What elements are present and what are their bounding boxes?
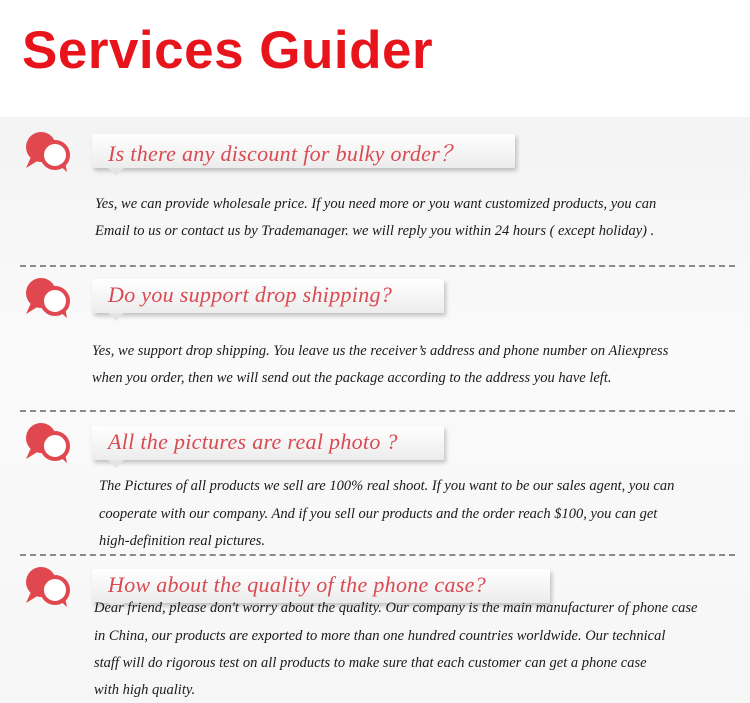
- answer-line: Yes, we support drop shipping. You leave us the receiver’s address and phone number on Aliexpress: [92, 343, 669, 359]
- section-divider: [20, 554, 735, 556]
- answer-line: with high quality.: [94, 682, 196, 698]
- question-text: How about the quality of the phone case?: [108, 572, 486, 597]
- answer-line: The Pictures of all products we sell are 100% real shoot. If you want to be our sales agent, you can: [99, 478, 675, 494]
- answer-line: in China, our products are exported to more than one hundred countries worldwide. Our technical: [94, 628, 666, 644]
- question-banner: [92, 569, 550, 603]
- faq-panel: [0, 117, 750, 703]
- speech-bubbles-icon: [22, 128, 74, 176]
- answer-line: Yes, we can provide wholesale price. If you need more or you want customized products, you can: [95, 196, 657, 212]
- question-text: All the pictures are real photo ?: [108, 429, 398, 454]
- section-divider: [20, 410, 735, 412]
- answer-line: Dear friend, please don't worry about the quality. Our company is the main manufacturer of phone case: [94, 600, 698, 616]
- banner-tail: [108, 313, 124, 321]
- banner-tail: [108, 168, 124, 176]
- answer-line: cooperate with our company. And if you sell our products and the order reach $100, you can get: [99, 506, 658, 522]
- question-banner: [92, 426, 444, 460]
- question-banner: [92, 134, 515, 168]
- question-banner: [92, 279, 444, 313]
- page-title: Services Guider: [22, 21, 434, 80]
- answer-line: when you order, then we will send out the package according to the address you have left.: [92, 370, 612, 386]
- speech-bubbles-icon: [22, 563, 74, 611]
- speech-bubbles-icon: [22, 274, 74, 322]
- speech-bubbles-icon: [22, 419, 74, 467]
- answer-line: high-definition real pictures.: [99, 533, 266, 549]
- question-text: Is there any discount for bulky order？: [108, 141, 463, 166]
- question-text: Do you support drop shipping?: [108, 282, 393, 307]
- answer-line: Email to us or contact us by Trademanager. we will reply you within 24 hours ( except holiday) .: [95, 223, 655, 239]
- section-divider: [20, 265, 735, 267]
- answer-line: staff will do rigorous test on all products to make sure that each customer can get a phone case: [94, 655, 647, 671]
- banner-tail: [108, 460, 124, 468]
